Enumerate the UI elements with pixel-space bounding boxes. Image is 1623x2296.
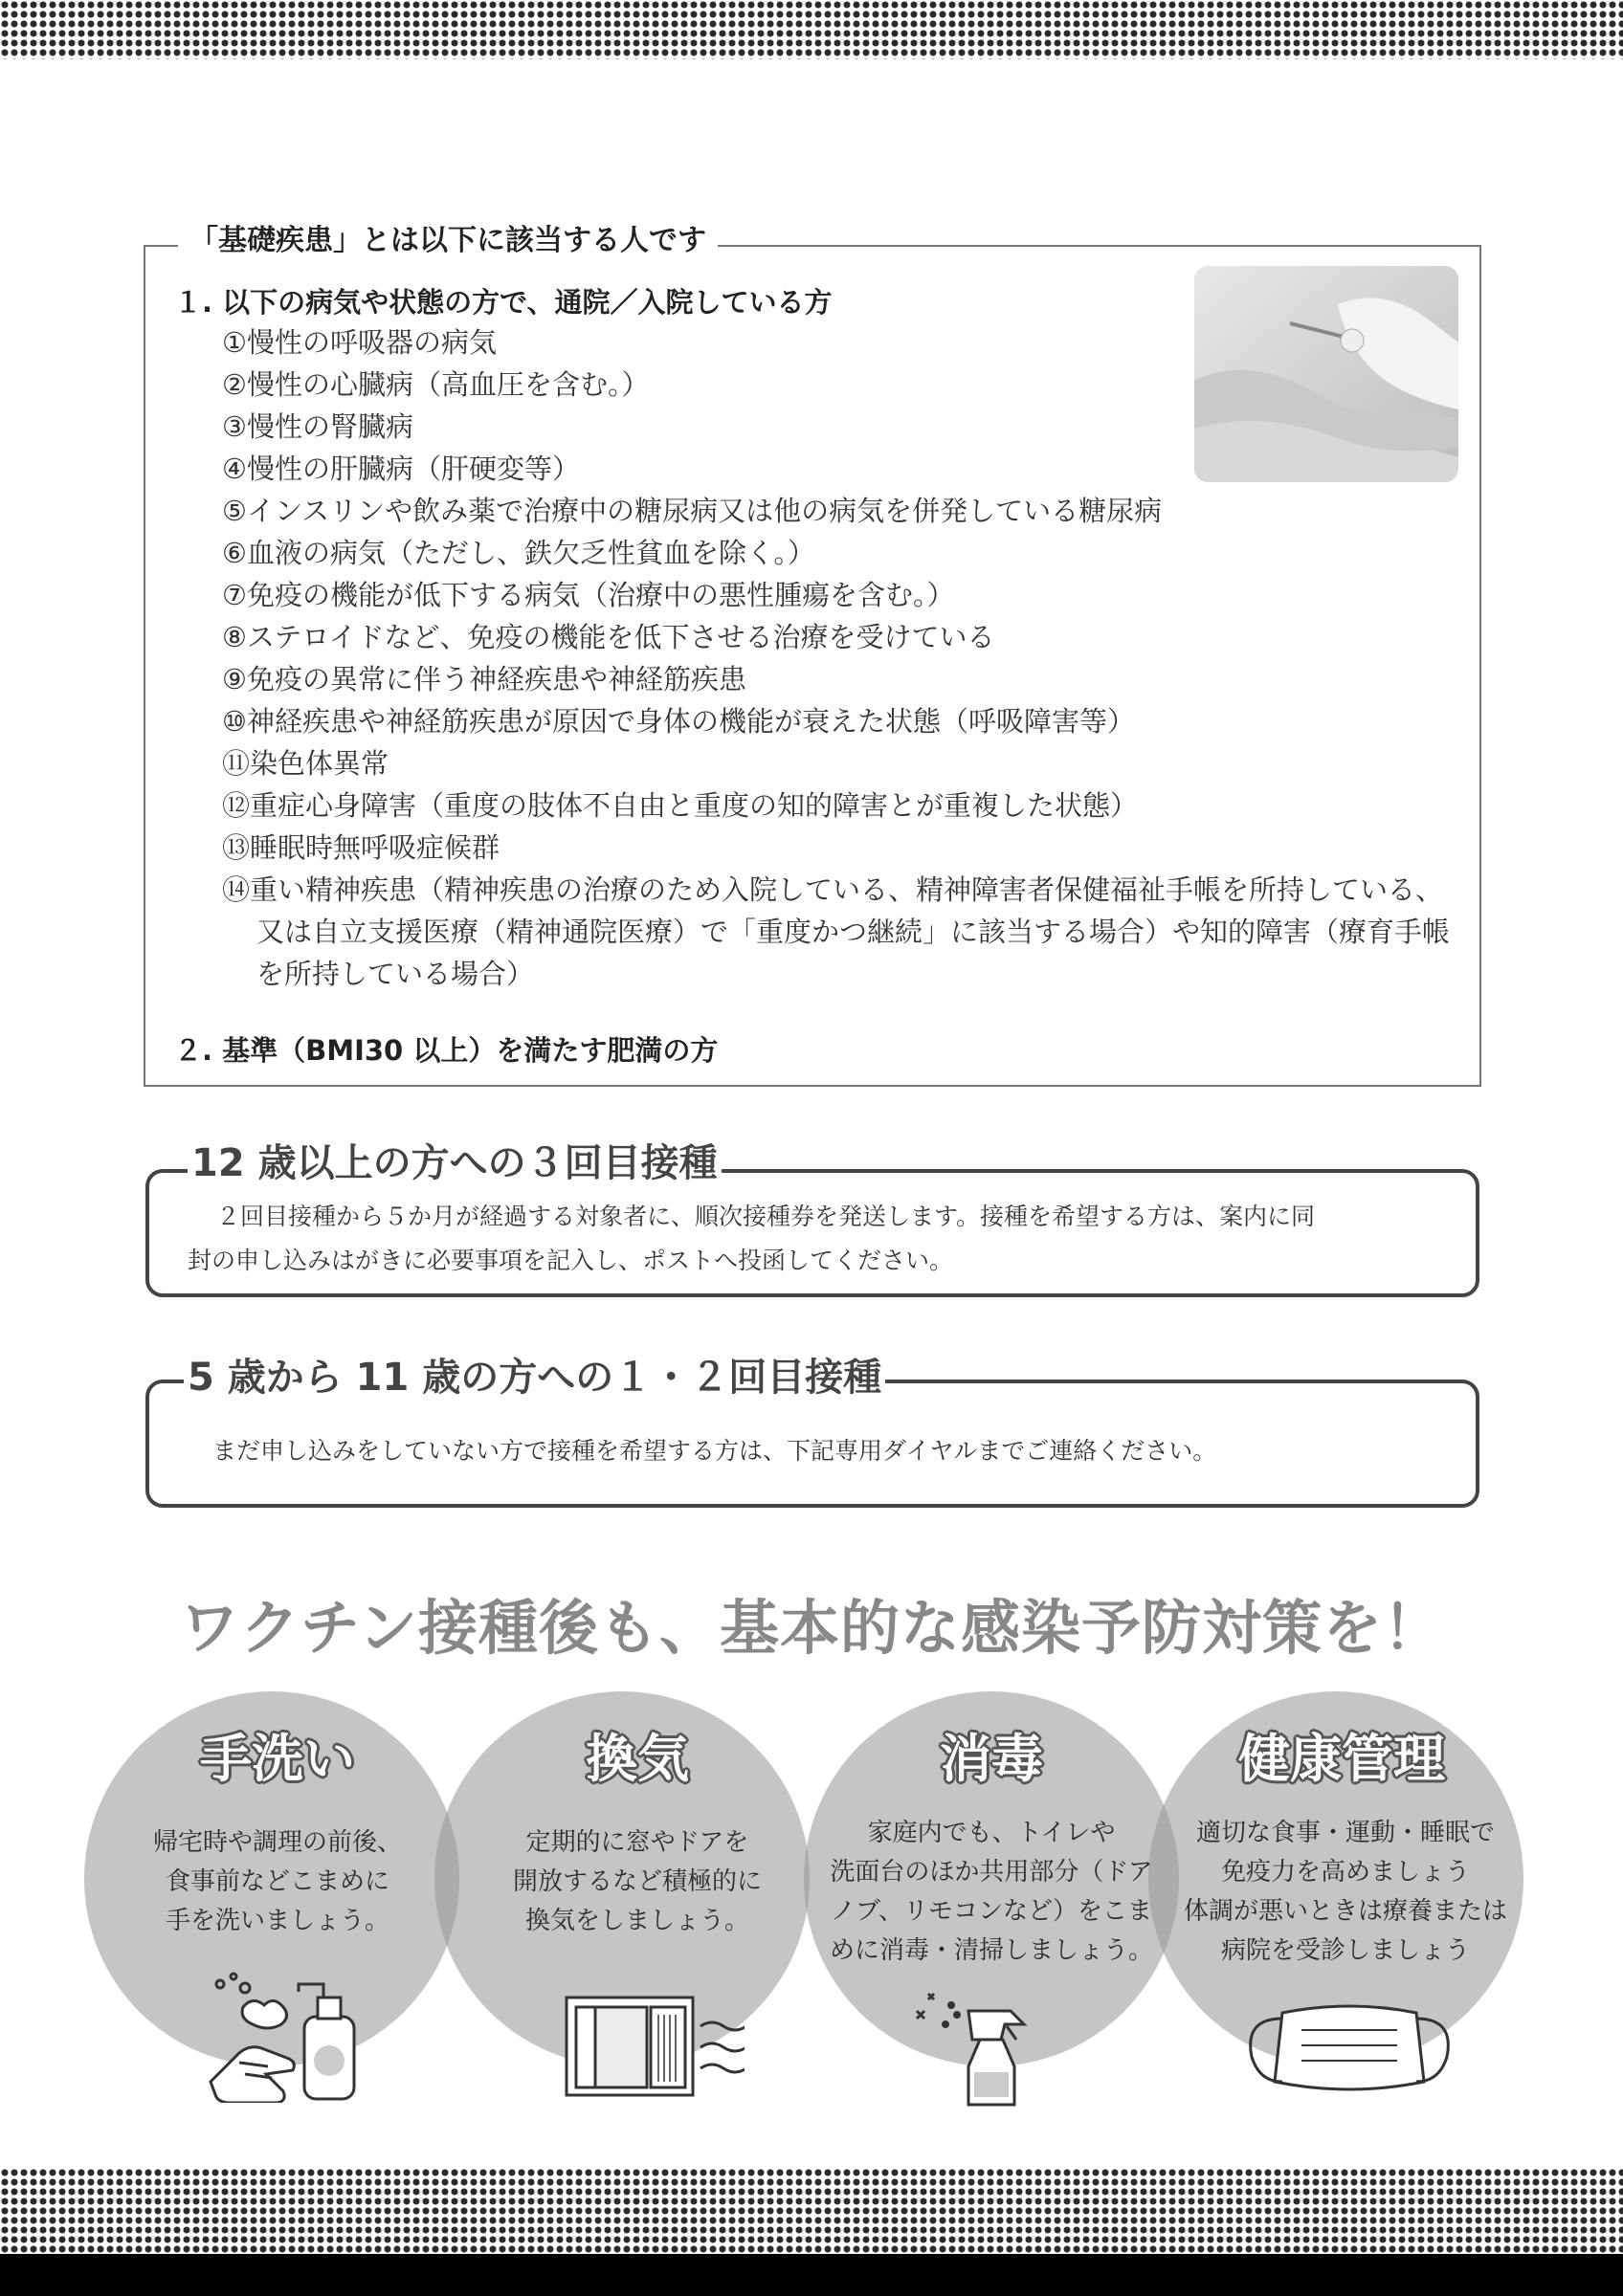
list-item: ⑨免疫の異常に伴う神経疾患や神経筋疾患	[222, 663, 746, 695]
list-item: ①慢性の呼吸器の病気	[222, 326, 497, 359]
health-heading: 健康管理	[1238, 1729, 1445, 1789]
kiso-title: 「基礎疾患」とは以下に該当する人です	[178, 222, 718, 260]
text-line: 換気をしましょう。	[524, 1907, 749, 1935]
handwash-text	[90, 1823, 465, 1941]
text-line: 定期的に窓やドアを	[525, 1828, 749, 1857]
text-line: 免疫力を高めましょう	[1220, 1858, 1470, 1887]
text-line: 家庭内でも、トイレや	[867, 1819, 1116, 1847]
booster-title: 12 歳以上の方への３回目接種	[188, 1138, 722, 1188]
kiso-section2-heading: ２. 基準（BMI30 以上）を満たす肥満の方	[174, 1034, 719, 1067]
bottom-dot-border	[0, 2168, 1623, 2254]
text-line: 開放するなど積極的に	[512, 1867, 762, 1896]
text-line: ノブ、リモコンなど）をこま	[831, 1897, 1152, 1926]
bottom-black-bar	[0, 2254, 1623, 2296]
mask-icon	[1244, 1999, 1455, 2099]
text-line: 食事前などこまめに	[165, 1867, 389, 1896]
ventilation-heading: 換気	[586, 1729, 689, 1789]
child-text: まだ申し込みをしていない方で接種を希望する方は、下記専用ダイヤルまでご連絡ください。	[212, 1437, 1217, 1465]
top-dot-border	[0, 0, 1623, 59]
booster-line-2: 封の申し込みはがきに必要事項を記入し、ポストへ投函してください。	[188, 1247, 954, 1274]
ventilation-text	[450, 1823, 825, 1941]
list-item: ⑩神経疾患や神経筋疾患が原因で身体の機能が衰えた状態（呼吸障害等）	[222, 705, 1135, 738]
text-line: 体調が悪いときは療養または	[1183, 1897, 1507, 1926]
handwash-heading: 手洗い	[200, 1729, 355, 1789]
list-item: ③慢性の腎臓病	[222, 410, 413, 443]
text-line: 帰宅時や調理の前後、	[152, 1828, 402, 1857]
list-item: ⑦免疫の機能が低下する病気（治療中の悪性腫瘍を含む。）	[222, 579, 955, 611]
kiso-item-list	[222, 321, 1451, 995]
list-item: ④慢性の肝臓病（肝硬変等）	[222, 453, 580, 485]
list-item: ⑫重症心身障害（重度の肢体不自由と重度の知的障害とが重複した状態）	[222, 789, 1139, 822]
hand-soap-icon	[201, 1969, 364, 2107]
list-item: ⑤インスリンや飲み薬で治療中の糖尿病又は他の病気を併発している糖尿病	[222, 495, 1163, 527]
list-item: ⑪染色体異常	[222, 747, 389, 780]
text-line: 病院を受診しましょう	[1220, 1936, 1470, 1965]
list-item: ②慢性の心臓病（高血圧を含む。）	[222, 368, 650, 401]
window-icon	[563, 1994, 745, 2103]
disinfection-heading: 消毒	[940, 1729, 1043, 1789]
child-title: 5 歳から 11 歳の方への１・２回目接種	[184, 1353, 885, 1402]
text-line: めに消毒・清掃しましょう。	[829, 1936, 1153, 1965]
disinfection-text	[794, 1814, 1189, 1971]
health-text	[1145, 1814, 1546, 1971]
booster-line-1: ２回目接種から５か月が経過する対象者に、順次接種券を発送します。接種を希望する方は、案内に同	[216, 1203, 1316, 1230]
text-line: 洗面台のほか共用部分（ドア	[830, 1858, 1153, 1887]
spray-bottle-icon	[907, 1973, 1070, 2110]
list-item: ⑭重い精神疾患（精神疾患の治療のため入院している、精神障害者保健福祉手帳を所持している、又は自立支援医療（精神通院医療）で「重度かつ継続」に該当する場合）や知的障害（療育手帳を所持している場合）	[222, 873, 1451, 990]
list-item: ⑬睡眠時無呼吸症候群	[222, 831, 500, 864]
list-item: ⑥血液の病気（ただし、鉄欠乏性貧血を除く。）	[222, 537, 815, 569]
booster-text	[188, 1195, 1315, 1283]
kiso-section1-heading: １. 以下の病気や状態の方で、通院／入院している方	[174, 286, 833, 319]
text-line: 適切な食事・運動・睡眠で	[1195, 1819, 1495, 1847]
prevention-title: ワクチン接種後も、基本的な感染予防対策を！	[180, 1593, 1443, 1663]
list-item: ⑧ステロイドなど、免疫の機能を低下させる治療を受けている	[222, 621, 995, 653]
text-line: 手を洗いましょう。	[165, 1907, 389, 1935]
